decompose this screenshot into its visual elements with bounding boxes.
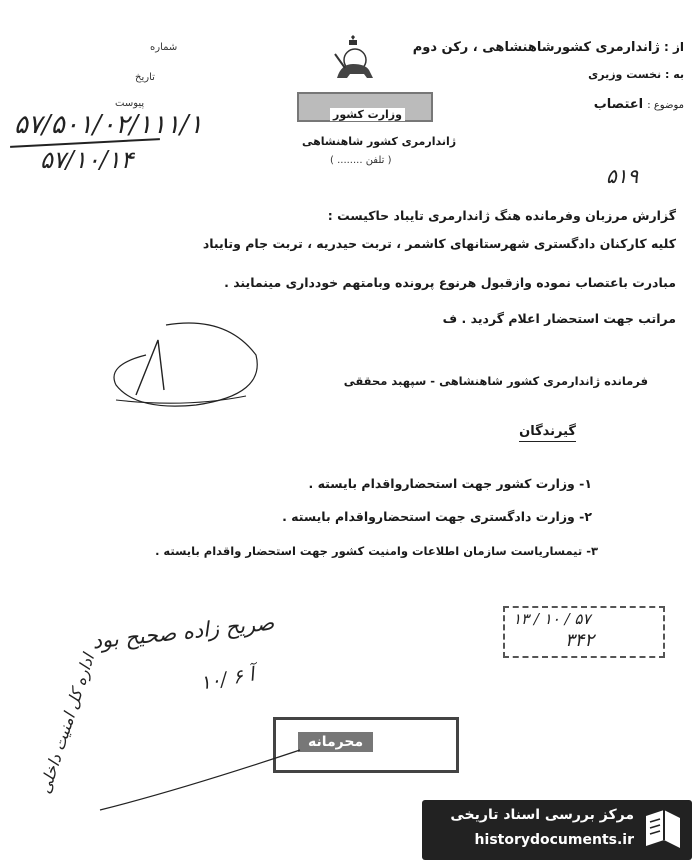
bottom-stamp-text: محرمانه [298,732,373,752]
ministry-name: وزارت کشور [330,108,405,121]
to-label: به : [664,68,684,81]
recipients-title: گیرندگان [519,424,576,442]
recipient-item-2: ۲- وزارت دادگستری جهت استحضارواقدام بایسته . [282,509,592,524]
subject-value: اعتصاب [593,97,644,112]
received-date: ۱۳ / ۱۰ / ۵۷ [513,610,591,628]
body-line-3: مبادرت باعتصاب نموده وازقبول هرنوع پرونده وبامتهم خودداری مینمایند . [224,275,676,290]
subject-line [594,97,684,112]
recipient-item-3: ۳- تیمساریاست سازمان اطلاعات وامنیت کشور جهت استحضار واقدام بایسته . [155,544,598,558]
subject-label: موضوع : [647,100,684,111]
received-number: ۳۴۲ [565,630,595,651]
side-stroke [90,740,310,820]
from-label: از : [664,40,684,54]
gendarmerie-name: ژاندارمری کشور شاهنشاهی [302,135,457,148]
handwritten-side-note: اداره کل امنیت داخلی [35,651,99,796]
handwritten-date: ۵۷/۱۰/۱۴ [40,146,134,174]
from-value: ژاندارمری کشورشاهنشاهی ، رکن دوم [412,40,660,55]
book-logo-icon [640,806,686,854]
body-line-2: کلیه کارکنان دادگستری شهرستانهای کاشمر ، تربت حیدریه ، تربت جام وتایباد [202,236,676,251]
received-stamp [503,606,665,658]
body-line-1: گزارش مرزبان وفرمانده هنگ ژاندارمری تایباد حاکیست : [327,208,676,223]
watermark [422,800,692,860]
from-line [413,40,684,55]
handwritten-right-mark: ۵۱۹ [606,164,639,188]
handwritten-number: ۵۷/۵۰۱/۰۲/۱۱۱/۱ [14,110,203,140]
to-line [588,68,684,81]
signature-scribble [96,305,266,415]
watermark-url: historydocuments.ir [474,832,634,848]
handwritten-bottom-name: صریح زاده صحیح بود [91,610,276,654]
number-label: شماره [150,42,178,53]
recipient-item-1: ۱- وزارت کشور جهت استحضارواقدام بایسته . [308,476,592,491]
signature-line: فرمانده ژاندارمری کشور شاهنشاهی - سپهبد محققی [343,374,648,388]
attachment-label: پیوست [115,98,145,109]
watermark-title: مرکز بررسی اسناد تاریخی [450,807,634,823]
body-line-4: مراتب جهت استحضار اعلام گردید . ف [442,311,676,326]
handwritten-bottom-date: ۱۰/ آ ۶ [198,663,256,695]
to-value: نخست وزیری [588,68,662,81]
phone-line: ( تلفن ........ ) [330,155,392,166]
date-label: تاریخ [135,72,155,83]
lion-sun-emblem-icon [325,34,381,90]
